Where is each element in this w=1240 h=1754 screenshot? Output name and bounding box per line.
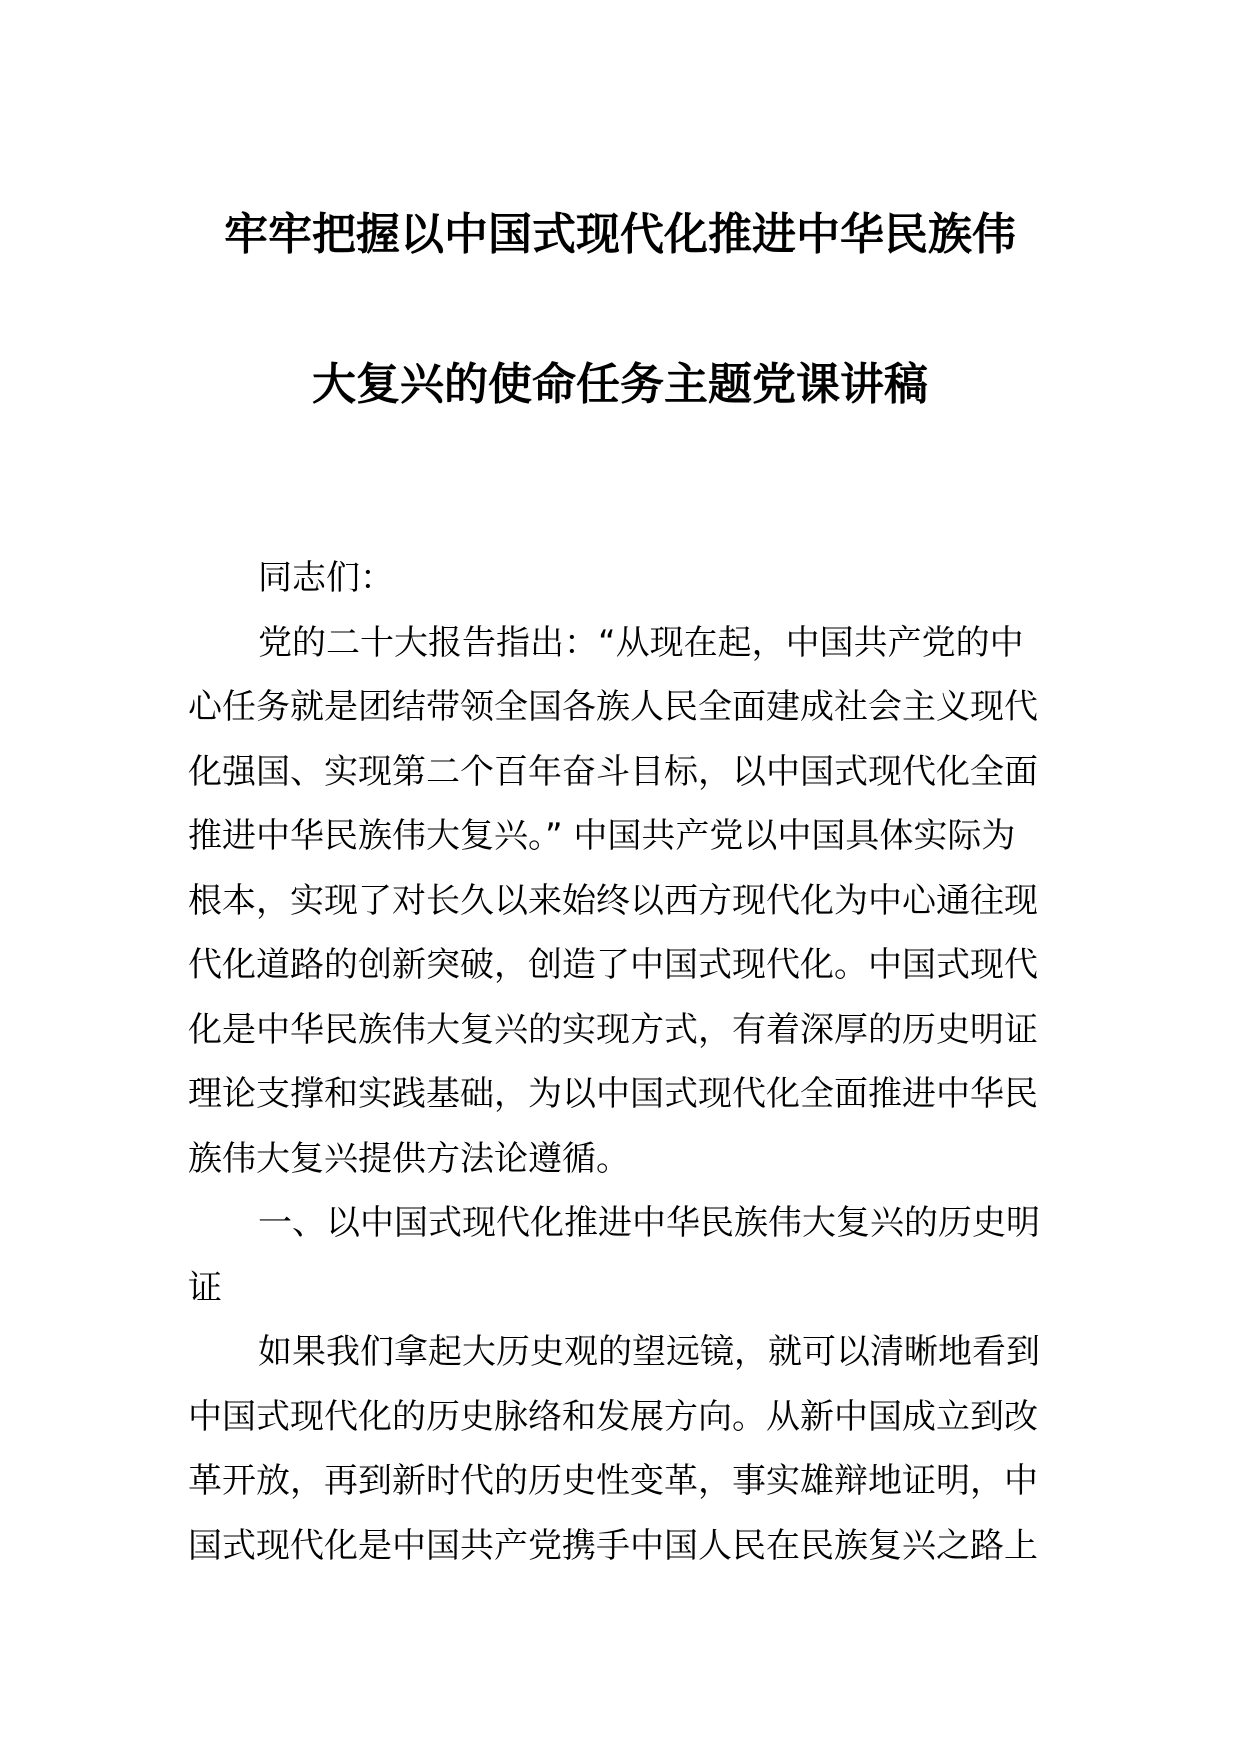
- paragraph-line: 中国式现代化的历史脉络和发展方向。从新中国成立到改: [188, 1396, 1038, 1437]
- paragraph-line: 根本，实现了对长久以来始终以西方现代化为中心通往现: [188, 880, 1038, 921]
- paragraph-line: 化强国、实现第二个百年奋斗目标，以中国式现代化全面: [188, 751, 1038, 792]
- paragraph-line: 推进中华民族伟大复兴。” 中国共产党以中国具体实际为: [188, 816, 1016, 856]
- paragraph-line: 如果我们拿起大历史观的望远镜，就可以清晰地看到: [258, 1332, 1040, 1372]
- document-title-line-1: 牢牢把握以中国式现代化推进中华民族伟: [224, 209, 1016, 260]
- document-title-line-2: 大复兴的使命任务主题党课讲稿: [312, 359, 928, 410]
- section-heading-line: 一、以中国式现代化推进中华民族伟大复兴的历史明: [258, 1203, 1040, 1243]
- paragraph-line: 党的二十大报告指出：“从现在起，中国共产党的中: [258, 622, 1024, 663]
- paragraph-line: 族伟大复兴提供方法论遵循。: [188, 1138, 630, 1179]
- paragraph-line: 理论支撑和实践基础，为以中国式现代化全面推进中华民: [188, 1074, 1038, 1114]
- salutation: 同志们：: [258, 558, 394, 598]
- section-heading-line: 证: [188, 1267, 222, 1308]
- document-body: [188, 546, 1058, 1578]
- paragraph-line: 代化道路的创新突破，创造了中国式现代化。中国式现代: [188, 945, 1038, 985]
- paragraph-line: 化是中华民族伟大复兴的实现方式，有着深厚的历史明证: [188, 1009, 1038, 1050]
- paragraph-line: 国式现代化是中国共产党携手中国人民在民族复兴之路上: [188, 1525, 1038, 1566]
- paragraph-line: 革开放，再到新时代的历史性变革，事实雄辩地证明，中: [188, 1461, 1038, 1501]
- paragraph-line: 心任务就是团结带领全国各族人民全面建成社会主义现代: [188, 687, 1038, 727]
